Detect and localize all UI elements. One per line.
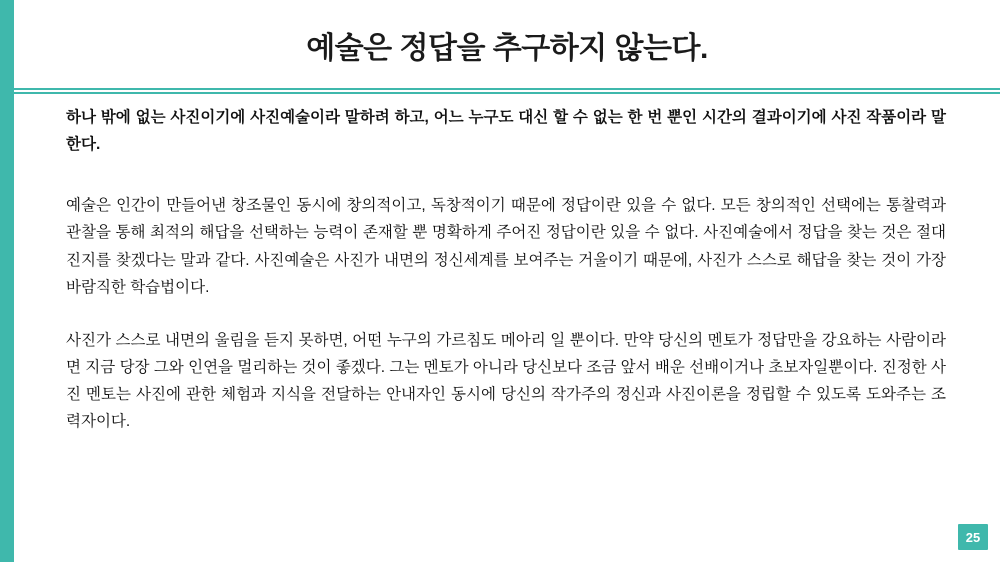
divider-line-bottom (14, 92, 1000, 94)
paragraph-1: 하나 밖에 없는 사진이기에 사진예술이라 말하려 하고, 어느 누구도 대신 할 수 없는 한 번 뿐인 시간의 결과이기에 사진 작품이라 말한다. (66, 109, 946, 154)
paragraph-2: 예술은 인간이 만들어낸 창조물인 동시에 창의적이고, 독창적이기 때문에 정답이란 있을 수 없다. 모든 창의적인 선택에는 통찰력과 관찰을 통해 최적의 해답을 선택하는 능력이 존재할 뿐 명확하게 주어진 정답이란 있을 수 없다. 사진예술에서 정답을 찾는 것은 절대 진지를 찾겠다는 말과 같다. 사진예술은 사진가 내면의 정신세계를 보여주는 거울이기 때문에, 사진가 스스로 해답을 찾는 것이 가장 바람직한 학습법이다. (66, 197, 946, 296)
page-title: 예술은 정답을 추구하지 않는다. (306, 32, 708, 65)
title-divider (14, 88, 1000, 94)
left-accent-bar (0, 0, 14, 562)
divider-line-top (14, 88, 1000, 90)
paragraph-3: 사진가 스스로 내면의 울림을 듣지 못하면, 어떤 누구의 가르침도 메아리 일 뿐이다. 만약 당신의 멘토가 정답만을 강요하는 사람이라면 지금 당장 그와 인연을 멀리하는 것이 좋겠다. 그는 멘토가 아니라 당신보다 조금 앞서 배운 선배이거나 초보자일뿐이다. 진정한 사진 멘토는 사진에 관한 체험과 지식을 전달하는 안내자인 동시에 당신의 작가주의 정신과 사진이론을 정립할 수 있도록 도와주는 조력자이다. (66, 331, 946, 431)
page-number-badge: 25 (958, 524, 988, 550)
title-area (14, 0, 1000, 88)
body-text (66, 104, 946, 461)
